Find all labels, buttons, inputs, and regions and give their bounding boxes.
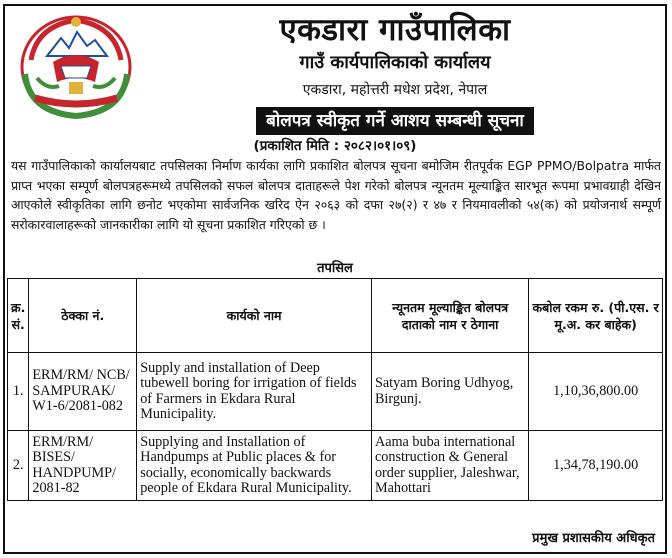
row-contract-no: ERM/RM/ NCB/ SAMPURAK/ W1-6/2081-082 <box>29 353 137 431</box>
table-header-row <box>8 279 663 353</box>
row-sn: 2. <box>8 431 29 501</box>
row-sn: 1. <box>8 353 29 431</box>
header-amount: कबोल रकम रु. (पी.एस. र मू.अ. कर बाहेक) <box>529 279 663 353</box>
header-contract-no: ठेक्का नं. <box>29 279 137 353</box>
table-row <box>8 353 663 431</box>
header-sn: क्र. सं. <box>8 279 29 353</box>
row-bidder: Satyam Boring Udhyog, Birgunj. <box>371 353 528 431</box>
notice-header <box>145 12 645 135</box>
notice-title: बोलपत्र स्वीकृत गर्ने आशय सम्बन्धी सूचना <box>256 107 534 135</box>
row-amount: 1,34,78,190.00 <box>529 431 663 501</box>
row-work-name: Supplying and Installation of Handpumps at Public places & for socially, economically backwards people of Ekdara Rural Municipality. <box>137 431 372 501</box>
details-label: तपसिल <box>317 261 353 276</box>
header-bidder: न्यूनतम मूल्याङ्कित बोलपत्र दाताको नाम र ठेगाना <box>371 279 528 353</box>
office-subtitle: गाउँ कार्यपालिकाको कार्यालय <box>299 52 491 73</box>
notice-document <box>3 4 667 554</box>
publication-date: (प्रकाशित मिति : २०८२।०१।०९) <box>253 138 417 154</box>
signature-line: प्रमुख प्रशासकीय अधिकृत <box>532 531 655 546</box>
office-address: एकडारा, महोत्तरी मधेश प्रदेश, नेपाल <box>302 82 488 98</box>
row-work-name: Supply and installation of Deep tubewell boring for irrigation of fields of Farmers in Ekdara Rural Municipality. <box>137 353 372 431</box>
row-amount: 1,10,36,800.00 <box>529 353 663 431</box>
row-bidder: Aama buba international construction & General order supplier, Jaleshwar, Mahottari <box>371 431 528 501</box>
notice-body: यस गाउँपालिकाको कार्यालयबाट तपसिलका निर्माण कार्यका लागि प्रकाशित बोलपत्र सूचना बमोजिम रीतपूर्वक EGP PPMO/Bolpatra मार्फत प्राप्त भएका सम्पूर्ण बोलपत्रहरूमध्ये तपसिलको सफल बोलपत्र दाताहरूले पेश गरेको बोलपत्र न्यूनतम मूल्याङ्कित सारभूत रूपमा प्रभावग्राही देखिन आएकोले स्वीकृतिका लागि छनोट भएकोमा सार्वजनिक खरिद ऐन २०६३ को दफा २७(२) र ४७ र नियमावलीको ५४(क) को प्रयोजनार्थ सम्पूर्ण सरोकारवालाहरूको जानकारीका लागि यो सूचना प्रकाशित गरिएको छ । <box>11 158 661 232</box>
tender-table <box>7 278 663 501</box>
nepal-emblem-icon <box>17 12 135 122</box>
office-name: एकडारा गाउँपालिका <box>279 12 511 48</box>
header-work-name: कार्यको नाम <box>137 279 372 353</box>
row-contract-no: ERM/RM/ BISES/ HANDPUMP/ 2081-82 <box>29 431 137 501</box>
table-row <box>8 431 663 501</box>
